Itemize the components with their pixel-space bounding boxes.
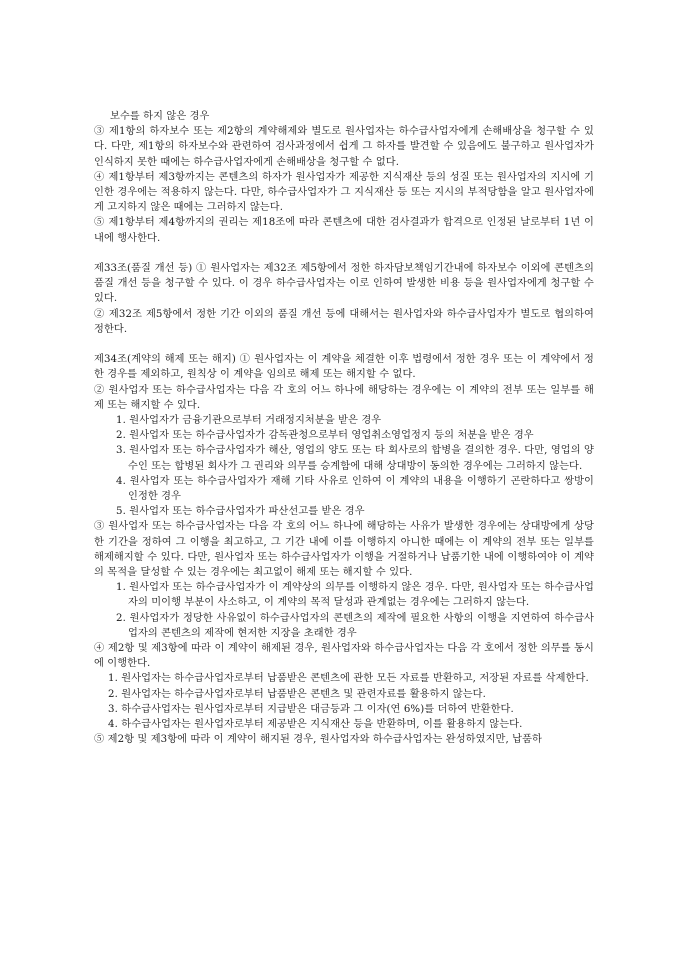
paragraph: ② 제32조 제5항에서 정한 기간 이외의 품질 개선 등에 대해서는 원사업자와 하수급사업자가 별도로 협의하여 정한다. [94, 308, 594, 335]
list-item: 2. 원사업자는 하수급사업자로부터 납품받은 콘텐츠 및 관련자료를 활용하지 않는다. [108, 688, 486, 700]
document-body [94, 109, 594, 748]
paragraph-spacer [94, 246, 594, 261]
list-item: 3. 하수급사업자는 원사업자로부터 지급받은 대금등과 그 이자(연 6%)를 더하여 반환한다. [108, 703, 514, 715]
paragraph: ③ 원사업자 또는 하수급사업자는 다음 각 호의 어느 하나에 해당하는 사유가 발생한 경우에는 상대방에게 상당한 기간을 정하여 그 이행을 최고하고, 그 기간 내에 이를 이행하지 아니한 때에는 이 계약의 전부 또는 일부를 해제해지할 수 있다. 다만, 원사업자 또는 하수급사업자가 이행을 거절하거나 납품기한 내에 이행하여야 이 계약의 목적을 달성할 수 있는 경우에는 최고없이 해제 또는 해지할 수 있다. [94, 521, 594, 579]
list-item: 1. 원사업자는 하수급사업자로부터 납품받은 콘텐츠에 관한 모든 자료를 반환하고, 저장된 자료를 삭제한다. [108, 673, 589, 685]
paragraph: ⑤ 제1항부터 제4항까지의 권리는 제18조에 따라 콘텐츠에 대한 검사결과가 합격으로 인정된 날로부터 1년 이내에 행사한다. [94, 217, 594, 244]
list-item: 2. 원사업자가 정당한 사유없이 하수급사업자의 콘텐츠의 제작에 필요한 사항의 이행을 지연하여 하수급사업자의 콘텐츠의 제작에 현저한 지장을 초래한 경우 [116, 612, 594, 639]
paragraph-spacer [94, 337, 594, 352]
paragraph: ③ 제1항의 하자보수 또는 제2항의 계약해제와 별도로 원사업자는 하수급사업자에게 손해배상을 청구할 수 있다. 다만, 제1항의 하자보수와 관련하여 검사과정에서 쉽게 그 하자를 발견할 수 있음에도 불구하고 원사업자가 인식하지 못한 때에는 하수급사업자에게 손해배상을 청구할 수 없다. [94, 126, 594, 168]
list-item: 4. 하수급사업자는 원사업자로부터 제공받은 지식재산 등을 반환하며, 이를 활용하지 않는다. [108, 719, 523, 731]
paragraph: ② 원사업자 또는 하수급사업자는 다음 각 호의 어느 하나에 해당하는 경우에는 이 계약의 전부 또는 일부를 해제 또는 해지할 수 있다. [94, 384, 594, 411]
list-item: 1. 원사업자 또는 하수급사업자가 이 계약상의 의무를 이행하지 않은 경우. 다만, 원사업자 또는 하수급사업자의 미이행 부분이 사소하고, 이 계약의 목적 달성과 관계없는 경우에는 그러하지 않는다. [116, 582, 594, 609]
list-item: 3. 원사업자 또는 하수급사업자가 해산, 영업의 양도 또는 타 회사로의 합병을 결의한 경우. 다만, 영업의 양수인 또는 합병된 회사가 그 권리와 의무를 승계함에 대해 상대방이 동의한 경우에는 그러하지 않는다. [116, 445, 594, 472]
list-item: 1. 원사업자가 금융기관으로부터 거래정지처분을 받은 경우 [116, 415, 382, 427]
paragraph: 보수를 하지 않은 경우 [110, 111, 210, 122]
paragraph: 제33조(품질 개선 등) ① 원사업자는 제32조 제5항에서 정한 하자담보책임기간내에 하자보수 이외에 콘텐츠의 품질 개선 등을 청구할 수 있다. 이 경우 하수급사업자는 이로 인하여 발생한 비용 등을 원사업자에게 청구할 수 있다. [94, 263, 594, 305]
paragraph: ④ 제2항 및 제3항에 따라 이 계약이 해제된 경우, 원사업자와 하수급사업자는 다음 각 호에서 정한 의무를 동시에 이행한다. [94, 643, 594, 670]
paragraph: ④ 제1항부터 제3항까지는 콘텐츠의 하자가 원사업자가 제공한 지식재산 등의 성질 또는 원사업자의 지시에 기인한 경우에는 적용하지 않는다. 다만, 하수급사업자가 그 지식재산 등 또는 지시의 부적당함을 알고 원사업자에게 고지하지 않은 때에는 그러하지 않는다. [94, 171, 594, 214]
list-item: 5. 원사업자 또는 하수급사업자가 파산선고를 받은 경우 [116, 506, 365, 518]
list-item: 2. 원사업자 또는 하수급사업자가 감독관청으로부터 영업취소영업정지 등의 처분을 받은 경우 [116, 430, 534, 442]
paragraph: ⑤ 제2항 및 제3항에 따라 이 계약이 해지된 경우, 원사업자와 하수급사업자는 완성하였지만, 납품하 [94, 734, 542, 746]
paragraph: 제34조(계약의 해제 또는 해지) ① 원사업자는 이 계약을 체결한 이후 법령에서 정한 경우 또는 이 계약에서 정한 경우를 제외하고, 원칙상 이 계약을 임의로 해제 또는 해지할 수 없다. [94, 354, 594, 381]
list-item: 4. 원사업자 또는 하수급사업자가 재해 기타 사유로 인하여 이 계약의 내용을 이행하기 곤란하다고 쌍방이 인정한 경우 [116, 475, 594, 503]
